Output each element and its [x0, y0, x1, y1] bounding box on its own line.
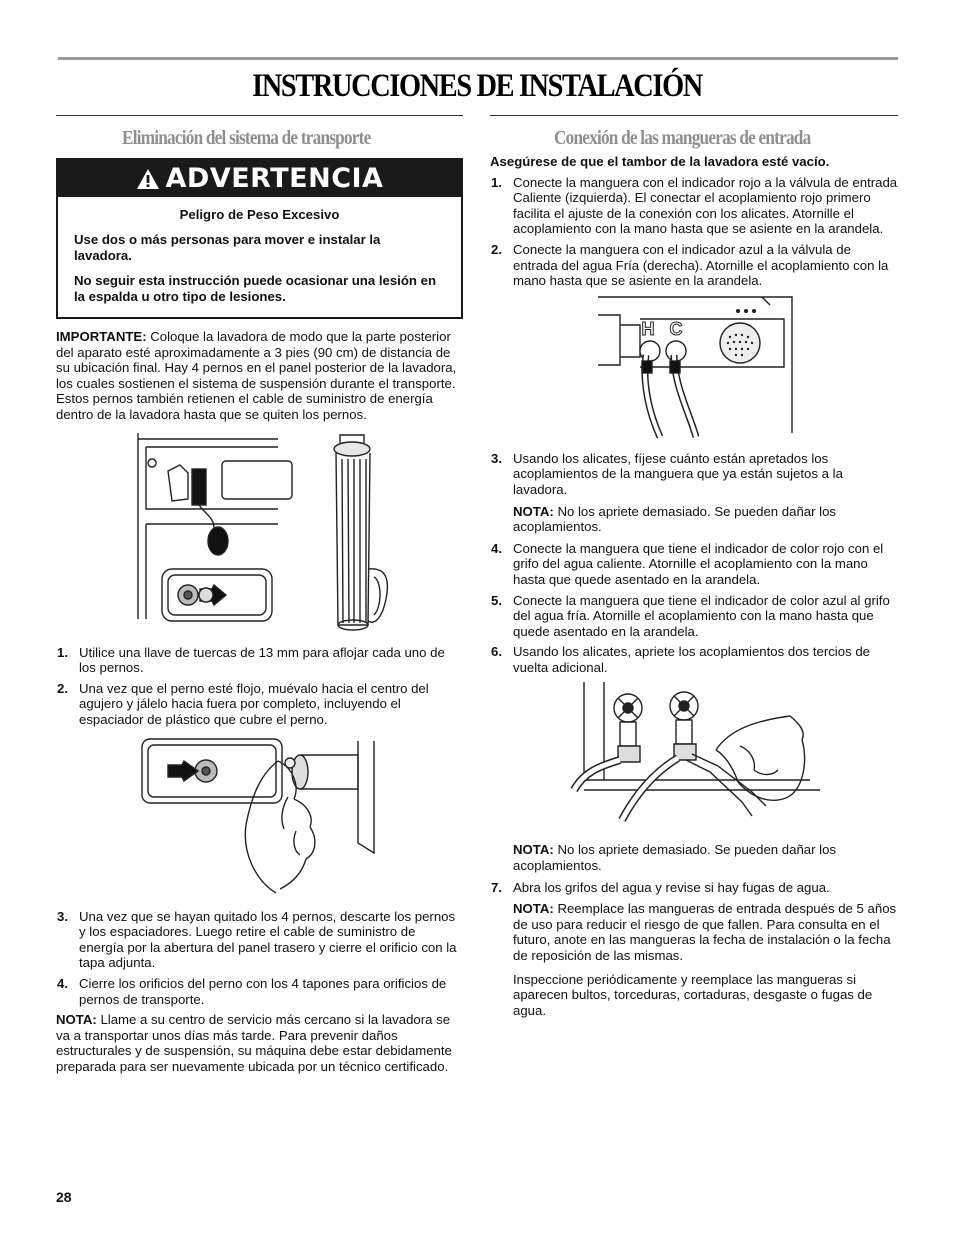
list-item: 3. Usando los alicates, fíjese cuánto están apretados los acoplamientos de la manguera que ya están sujetos a la lavadora. NOTA: No los apriete demasiado. Se pueden dañar los acoplamientos. — [490, 451, 898, 535]
warning-triangle-icon — [136, 168, 160, 190]
hose-step-7 — [490, 880, 898, 1019]
warning-box — [56, 158, 463, 319]
important-paragraph — [56, 329, 463, 423]
warning-heading: Peligro de Peso Excesivo — [179, 207, 340, 222]
page-title: INSTRUCCIONES DE INSTALACIÓN — [252, 68, 702, 104]
list-item: 7. Abra los grifos del agua y revise si hay fugas de agua. NOTA: Reemplace las mangueras de entrada después de 5 años de uso para reducir el riesgo de que fallen. Para consulta en el futuro, anote en las mangueras la fecha de instalación o la fecha de reposición de las mismas. Inspeccione periódicamente y reemplace las mangueras si aparecen bultos, torceduras, cortaduras, desgaste o fugas de agua. — [491, 879, 897, 1018]
list-item: 1. Utilice una llave de tuercas de 13 mm para aflojar cada uno de los pernos. — [57, 644, 445, 676]
section-rule — [490, 115, 898, 116]
intro-text: Asegúrese de que el tambor de la lavadora esté vacío. — [490, 154, 830, 169]
remove-bolt-illustration — [56, 733, 463, 897]
transport-steps-1-2 — [56, 645, 463, 728]
step3-note: NOTA: No los apriete demasiado. Se pueden dañar los acoplamientos. — [513, 503, 837, 535]
tighten-note: NOTA: No los apriete demasiado. Se pueden dañar los acoplamientos. — [513, 842, 837, 874]
left-column — [56, 115, 463, 1074]
cold-valve-label: C — [669, 318, 683, 339]
section-title-hoses: Conexión de las mangueras de entrada — [554, 127, 811, 149]
list-item: 3. Una vez que se hayan quitado los 4 pernos, descarte los pernos y los espaciadores. Luego retire el cable de suministro de energía por la abertura del panel trasero y cierre el orificio con la tapa adjunta. — [57, 908, 457, 971]
transport-steps-3-4 — [56, 909, 463, 1008]
back-panel-bolt-illustration — [56, 429, 463, 635]
faucets-pliers-illustration — [490, 680, 898, 830]
inlet-valves-illustration — [490, 295, 898, 441]
section-rule — [56, 115, 463, 116]
hose-step-3 — [490, 451, 898, 535]
list-item: 2. Una vez que el perno esté flojo, muévalo hacia el centro del agujero y jálelo hacia fuera por completo, incluyendo el espaciador de plástico que cubre el perno. — [57, 680, 429, 727]
right-column — [490, 115, 898, 1023]
important-label: IMPORTANTE: — [56, 329, 147, 344]
note-text: Llame a su centro de servicio más cercano si la lavadora se va a transportar unos días más tarde. Para prevenir daños estructurales y de suspensión, su máquina debe estar debidamente preparada para ser nuevamente ubicada por un técnico certificado. — [56, 1012, 452, 1074]
list-item: 4. Conecte la manguera que tiene el indicador de color rojo con el grifo del agua caliente. Atornille el acoplamiento con la mano hasta que quede asentado en la arandela. — [491, 540, 884, 587]
warning-line-1: Use dos o más personas para mover e instalar la lavadora. — [74, 232, 381, 263]
list-item: 1. Conecte la manguera con el indicador rojo a la válvula de entrada Caliente (izquierda). El conectar el acoplamiento rojo primero facilita el ajuste de la conexión con los alicates. Atornille el acoplamiento con la mano hasta que se asiente en la arandela. — [491, 174, 898, 237]
note-label: NOTA: — [56, 1012, 97, 1028]
transport-note — [56, 1012, 463, 1074]
list-item: 2. Conecte la manguera con el indicador azul a la válvula de entrada del agua Fría (derecha). Atornille el acoplamiento con la mano hasta que se asiente en la arandela. — [491, 241, 889, 289]
page-number: 28 — [56, 1189, 72, 1205]
warning-body — [58, 197, 461, 317]
warning-header — [58, 160, 461, 197]
hose-steps-4-6 — [490, 541, 898, 676]
list-item: 4. Cierre los orificios del perno con los 4 tapones para orificios de pernos de transporte. — [57, 975, 447, 1007]
hot-valve-label: H — [641, 318, 655, 339]
step7-extra: Inspeccione periódicamente y reemplace las mangueras si aparecen bultos, torceduras, cortaduras, desgaste o fugas de agua. — [513, 971, 873, 1018]
step7-note: NOTA: Reemplace las mangueras de entrada después de 5 años de uso para reducir el riesgo de que fallen. Para consulta en el futuro, anote en las mangueras la fecha de instalación o la fecha de reposición de las mismas. — [513, 901, 897, 964]
hose-steps-1-2 — [490, 175, 898, 289]
list-item: 5. Conecte la manguera que tiene el indicador de color azul al grifo del agua fría. Atornille el acoplamiento con la mano hasta que quede asentado en la arandela. — [491, 592, 890, 639]
top-rule — [58, 57, 898, 60]
warning-line-2: No seguir esta instrucción puede ocasionar una lesión en la espalda u otro tipo de lesiones. — [74, 273, 437, 304]
important-text: Coloque la lavadora de modo que la parte posterior del aparato esté aproximadamente a 3 pies (90 cm) de distancia de su ubicación final. Hay 4 pernos en el panel posterior de la lavadora, los cuales sostienen el sistema de suspensión durante el transporte. Estos pernos también retienen el cable de suministro de energía dentro de la lavadora hasta que se quiten los pernos. — [56, 329, 457, 422]
warning-word: ADVERTENCIA — [165, 162, 384, 194]
section-title-transport: Eliminación del sistema de transporte — [122, 127, 371, 149]
list-item: 6. Usando los alicates, apriete los acoplamientos dos tercios de vuelta adicional. — [491, 644, 870, 675]
